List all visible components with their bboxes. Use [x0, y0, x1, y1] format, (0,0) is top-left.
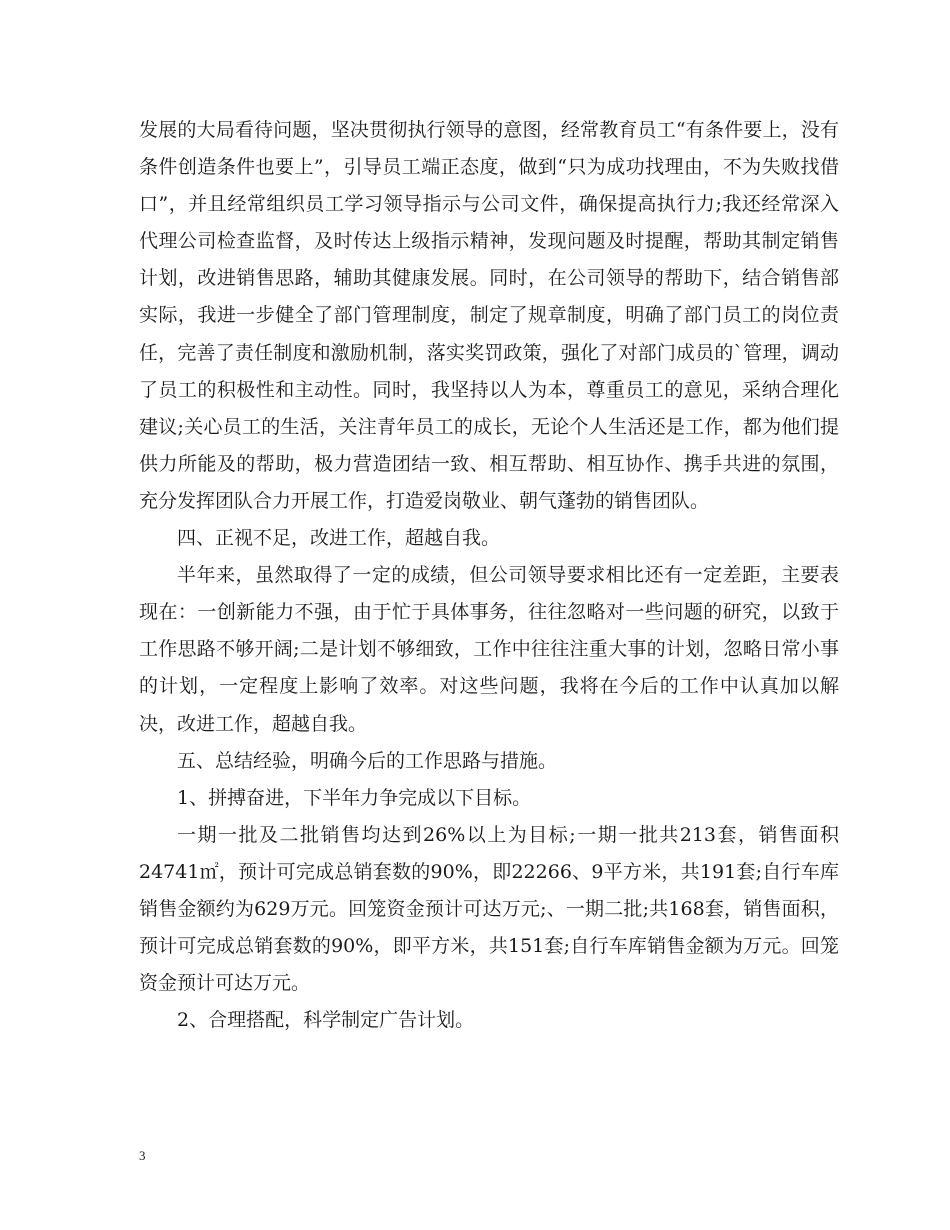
body-text	[139, 112, 839, 1039]
paragraph: 半年来，虽然取得了一定的成绩，但公司领导要求相比还有一定差距，主要表现在：一创新能力不强，由于忙于具体事务，往往忽略对一些问题的研究，以致于工作思路不够开阔;二是计划不够细致，工作中往往注重大事的计划，忽略日常小事的计划，一定程度上影响了效率。对这些问题，我将在今后的工作中认真加以解决，改进工作，超越自我。	[139, 564, 839, 735]
section-heading: 四、正视不足，改进工作，超越自我。	[177, 527, 501, 550]
paragraph: 一期一批及二批销售均达到26%以上为目标;一期一批共213套，销售面积24741㎡，预计可完成总销套数的90%，即22266、9平方米，共191套;自行车库销售金额约为629万元。回笼资金预计可达万元;、一期二批;共168套，销售面积，预计可完成总销套数的90%，即平方米，共151套;自行车库销售金额为万元。回笼资金预计可达万元。	[139, 823, 839, 995]
page-number: 3	[139, 1148, 146, 1163]
sub-heading: 2、合理搭配，科学制定广告计划。	[177, 1009, 475, 1032]
section-heading: 五、总结经验，明确今后的工作思路与措施。	[177, 749, 558, 772]
sub-heading: 1、拼搏奋进，下半年力争完成以下目标。	[177, 786, 532, 809]
paragraph: 发展的大局看待问题，坚决贯彻执行领导的意图，经常教育员工“有条件要上，没有条件创造条件也要上”，引导员工端正态度，做到“只为成功找理由，不为失败找借口”，并且经常组织员工学习领导指示与公司文件，确保提高执行力;我还经常深入代理公司检查监督，及时传达上级指示精神，发现问题及时提醒，帮助其制定销售计划，改进销售思路，辅助其健康发展。同时，在公司领导的帮助下，结合销售部实际，我进一步健全了部门管理制度，制定了规章制度，明确了部门员工的岗位责任，完善了责任制度和激励机制，落实奖罚政策，强化了对部门成员的`管理，调动了员工的积极性和主动性。同时，我坚持以人为本，尊重员工的意见，采纳合理化建议;关心员工的生活，关注青年员工的成长，无论个人生活还是工作，都为他们提供力所能及的帮助，极力营造团结一致、相互帮助、相互协作、携手共进的氛围，充分发挥团队合力开展工作，打造爱岗敬业、朝气蓬勃的销售团队。	[139, 119, 839, 512]
